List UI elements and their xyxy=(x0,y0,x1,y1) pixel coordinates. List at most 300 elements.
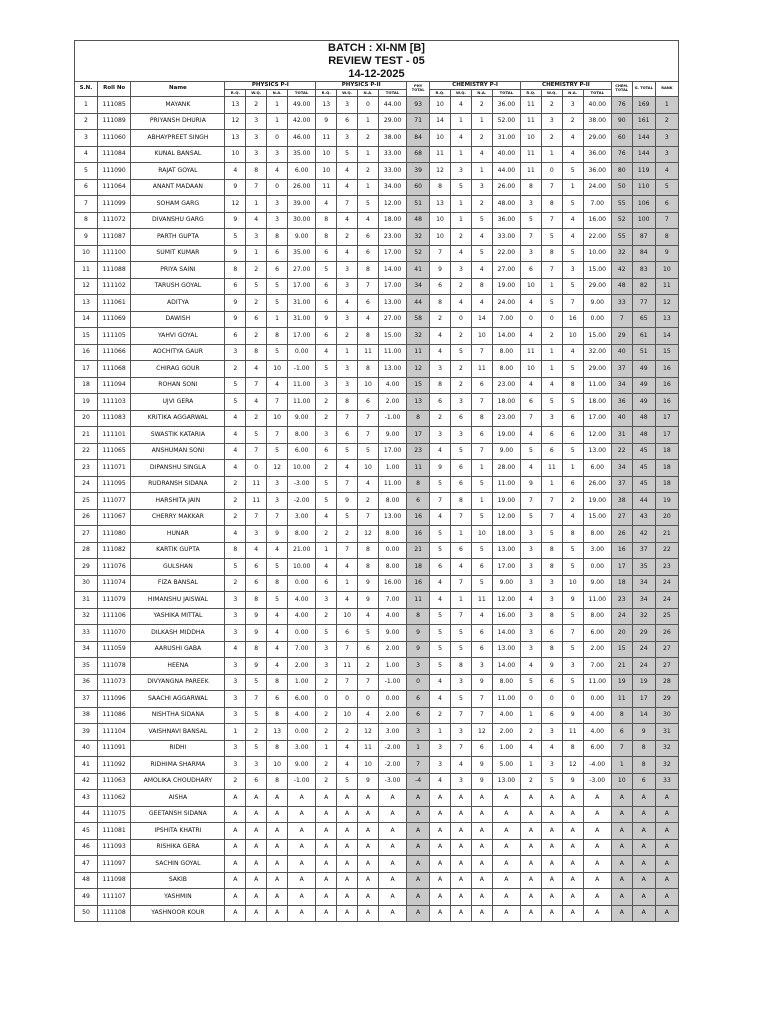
grand-total-cell: 84 xyxy=(632,245,655,262)
table-row xyxy=(75,163,679,180)
name-cell: GULSHAN xyxy=(131,559,225,576)
roll-cell: 111091 xyxy=(97,740,130,757)
table-cell: 0.00 xyxy=(288,724,316,741)
serial-cell: 26 xyxy=(75,509,98,526)
table-cell: 19.00 xyxy=(492,278,520,295)
table-cell: 0.00 xyxy=(583,311,611,328)
table-cell: 7.00 xyxy=(583,658,611,675)
table-cell: 33.00 xyxy=(492,229,520,246)
table-cell: 3 xyxy=(316,641,337,658)
roll-cell: 111081 xyxy=(97,823,130,840)
table-cell: 6.00 xyxy=(288,443,316,460)
table-cell: 4 xyxy=(520,328,541,345)
table-cell: 2 xyxy=(316,410,337,427)
grand-total-cell: 48 xyxy=(632,427,655,444)
table-cell: A xyxy=(541,856,562,873)
table-cell: 2 xyxy=(225,361,246,378)
table-cell: A xyxy=(583,872,611,889)
table-cell: 5 xyxy=(267,443,288,460)
table-cell: 29.00 xyxy=(583,130,611,147)
table-cell: 6 xyxy=(471,559,492,576)
table-cell: A xyxy=(451,839,472,856)
table-cell: A xyxy=(358,872,379,889)
table-cell: 3 xyxy=(520,196,541,213)
rank-cell: 28 xyxy=(655,674,678,691)
table-cell: 2 xyxy=(225,509,246,526)
table-cell: 1 xyxy=(562,460,583,477)
table-cell: 27.00 xyxy=(288,262,316,279)
table-cell: 4 xyxy=(337,163,358,180)
table-cell: 7 xyxy=(562,625,583,642)
chem-total-cell: 10 xyxy=(611,773,632,790)
table-cell: 7 xyxy=(541,509,562,526)
chem-total-cell: 23 xyxy=(611,592,632,609)
chem-total-cell: 55 xyxy=(611,229,632,246)
table-cell: 9.00 xyxy=(492,575,520,592)
table-cell: 7 xyxy=(430,245,451,262)
result-table xyxy=(74,40,679,922)
table-cell: 11.00 xyxy=(288,377,316,394)
name-cell: SWASTIK KATARIA xyxy=(131,427,225,444)
table-cell: 12 xyxy=(471,724,492,741)
table-cell: 5 xyxy=(520,674,541,691)
table-cell: 4 xyxy=(358,608,379,625)
table-cell: 6 xyxy=(358,394,379,411)
table-cell: 10 xyxy=(267,757,288,774)
grand-total-cell: 77 xyxy=(632,295,655,312)
table-cell: 38.00 xyxy=(378,130,406,147)
table-cell: 6.00 xyxy=(583,460,611,477)
roll-cell: 111088 xyxy=(97,262,130,279)
chem-total-cell: A xyxy=(611,872,632,889)
table-cell: 9 xyxy=(225,179,246,196)
roll-cell: 111086 xyxy=(97,707,130,724)
chem-total-cell: 26 xyxy=(611,526,632,543)
table-cell: 35.00 xyxy=(288,245,316,262)
table-cell: 6 xyxy=(451,476,472,493)
table-cell: A xyxy=(267,823,288,840)
table-cell: 5 xyxy=(316,476,337,493)
table-cell: 40.00 xyxy=(492,146,520,163)
table-cell: 4 xyxy=(562,212,583,229)
table-row xyxy=(75,790,679,807)
table-cell: 4 xyxy=(562,509,583,526)
table-cell: 4 xyxy=(451,245,472,262)
chem-total-cell: 6 xyxy=(611,724,632,741)
table-cell: 0 xyxy=(520,691,541,708)
table-cell: 4 xyxy=(358,707,379,724)
roll-cell: 111083 xyxy=(97,410,130,427)
name-cell: YASHNOOR KOUR xyxy=(131,905,225,922)
table-cell: 10 xyxy=(316,163,337,180)
table-cell: 3 xyxy=(246,229,267,246)
table-cell: A xyxy=(562,856,583,873)
grand-total-cell: 29 xyxy=(632,625,655,642)
table-row xyxy=(75,113,679,130)
serial-cell: 12 xyxy=(75,278,98,295)
name-cell: CHERRY MAKKAR xyxy=(131,509,225,526)
table-cell: 5 xyxy=(541,773,562,790)
grand-total-cell: 19 xyxy=(632,674,655,691)
table-cell: 9 xyxy=(246,625,267,642)
table-cell: 5 xyxy=(451,691,472,708)
serial-cell: 50 xyxy=(75,905,98,922)
table-cell: 2 xyxy=(316,773,337,790)
table-cell: 2 xyxy=(246,410,267,427)
rank-cell: 15 xyxy=(655,344,678,361)
grand-total-cell: 44 xyxy=(632,493,655,510)
table-cell: 6 xyxy=(246,311,267,328)
table-cell: 23.00 xyxy=(492,410,520,427)
table-cell: 11 xyxy=(430,146,451,163)
table-cell: 4 xyxy=(246,212,267,229)
table-cell: 5 xyxy=(471,509,492,526)
table-cell: 3 xyxy=(337,377,358,394)
name-cell: RAJAT GOYAL xyxy=(131,163,225,180)
serial-cell: 29 xyxy=(75,559,98,576)
table-cell: 6.00 xyxy=(288,163,316,180)
table-cell: 8 xyxy=(562,740,583,757)
chem-total-cell: 60 xyxy=(611,130,632,147)
roll-cell: 111076 xyxy=(97,559,130,576)
col-roll-no: Roll No xyxy=(97,82,130,97)
table-cell: 6 xyxy=(316,245,337,262)
table-cell: 4.00 xyxy=(378,608,406,625)
rank-cell: 2 xyxy=(655,113,678,130)
rank-cell: 18 xyxy=(655,443,678,460)
table-cell: A xyxy=(246,905,267,922)
table-cell: A xyxy=(430,790,451,807)
table-cell: A xyxy=(430,839,451,856)
table-cell: 6 xyxy=(316,443,337,460)
table-cell: 1 xyxy=(267,97,288,114)
table-cell: 3 xyxy=(316,427,337,444)
chem-total-cell: 19 xyxy=(611,674,632,691)
table-row xyxy=(75,427,679,444)
serial-cell: 38 xyxy=(75,707,98,724)
table-cell: 3 xyxy=(246,130,267,147)
grand-total-cell: 48 xyxy=(632,410,655,427)
table-cell: 4 xyxy=(337,212,358,229)
table-cell: 6 xyxy=(316,328,337,345)
table-row xyxy=(75,806,679,823)
table-cell: 5 xyxy=(430,658,451,675)
roll-cell: 111098 xyxy=(97,872,130,889)
table-cell: 8 xyxy=(471,410,492,427)
grand-total-cell: 51 xyxy=(632,344,655,361)
table-row xyxy=(75,658,679,675)
serial-cell: 39 xyxy=(75,724,98,741)
table-cell: 4 xyxy=(451,757,472,774)
table-cell: 2.00 xyxy=(583,641,611,658)
table-cell: 8 xyxy=(430,179,451,196)
table-cell: 5 xyxy=(316,493,337,510)
table-cell: 9.00 xyxy=(288,757,316,774)
table-cell: 4 xyxy=(337,740,358,757)
table-cell: 52.00 xyxy=(492,113,520,130)
name-cell: SAACHI AGGARWAL xyxy=(131,691,225,708)
table-cell: 5 xyxy=(430,641,451,658)
batch-title: BATCH : XI-NM [B] xyxy=(328,41,425,54)
name-cell: DILKASH MIDDHA xyxy=(131,625,225,642)
table-cell: 4.00 xyxy=(288,592,316,609)
table-cell: 5 xyxy=(541,526,562,543)
table-cell: 9 xyxy=(358,575,379,592)
table-cell: 2 xyxy=(451,377,472,394)
table-cell: 12 xyxy=(358,724,379,741)
table-cell: 10 xyxy=(337,707,358,724)
table-row xyxy=(75,592,679,609)
grand-total-cell: A xyxy=(632,856,655,873)
table-cell: 30.00 xyxy=(288,212,316,229)
name-cell: ANANT MADAAN xyxy=(131,179,225,196)
table-cell: 5 xyxy=(520,212,541,229)
table-cell: 15.00 xyxy=(583,262,611,279)
table-cell: 8 xyxy=(358,328,379,345)
table-cell: 13.00 xyxy=(378,509,406,526)
roll-cell: 111068 xyxy=(97,361,130,378)
table-cell: 1 xyxy=(358,179,379,196)
phy-total-cell: 11 xyxy=(407,460,430,477)
rank-cell: 27 xyxy=(655,641,678,658)
table-cell: A xyxy=(562,872,583,889)
table-cell: 13.00 xyxy=(378,361,406,378)
table-cell: 10 xyxy=(430,97,451,114)
table-cell: 6 xyxy=(541,674,562,691)
table-cell: A xyxy=(430,889,451,906)
table-cell: 1 xyxy=(225,724,246,741)
phy-total-cell: 52 xyxy=(407,245,430,262)
table-cell: 6 xyxy=(246,575,267,592)
table-cell: 1.00 xyxy=(492,740,520,757)
table-cell: A xyxy=(288,872,316,889)
roll-cell: 111107 xyxy=(97,889,130,906)
rank-cell: 30 xyxy=(655,707,678,724)
table-cell: 7.00 xyxy=(288,641,316,658)
phy-total-cell: 3 xyxy=(407,658,430,675)
table-cell: 8 xyxy=(541,196,562,213)
table-row xyxy=(75,443,679,460)
serial-cell: 19 xyxy=(75,394,98,411)
table-cell: 3 xyxy=(225,658,246,675)
chem-total-cell: 90 xyxy=(611,113,632,130)
table-cell: 2 xyxy=(246,262,267,279)
sub-wq: W.Q. xyxy=(541,90,562,97)
name-cell: DIVYANGNA PAREEK xyxy=(131,674,225,691)
table-cell: 38.00 xyxy=(583,113,611,130)
table-cell: 7.00 xyxy=(492,311,520,328)
table-cell: 11 xyxy=(541,460,562,477)
table-cell: 2 xyxy=(471,130,492,147)
rank-cell: 9 xyxy=(655,245,678,262)
table-cell: 24.00 xyxy=(583,179,611,196)
table-cell: 8 xyxy=(225,262,246,279)
table-cell: 1 xyxy=(451,212,472,229)
rank-cell: 14 xyxy=(655,328,678,345)
table-cell: 7 xyxy=(562,295,583,312)
table-cell: -3.00 xyxy=(288,476,316,493)
chem-total-cell: A xyxy=(611,856,632,873)
table-cell: 6.00 xyxy=(583,625,611,642)
grand-total-cell: 6 xyxy=(632,773,655,790)
chem-total-cell: 18 xyxy=(611,575,632,592)
table-cell: 5 xyxy=(451,179,472,196)
table-cell: 1 xyxy=(541,361,562,378)
serial-cell: 17 xyxy=(75,361,98,378)
table-cell: 8.00 xyxy=(378,526,406,543)
table-cell: 3 xyxy=(225,592,246,609)
test-title: REVIEW TEST - 05 xyxy=(328,54,425,67)
table-cell: 3 xyxy=(225,740,246,757)
table-cell: 2 xyxy=(316,757,337,774)
table-row xyxy=(75,509,679,526)
table-cell: 5 xyxy=(430,526,451,543)
table-cell: 7 xyxy=(471,394,492,411)
table-cell: -1.00 xyxy=(378,674,406,691)
table-cell: 5 xyxy=(562,394,583,411)
table-cell: 9 xyxy=(430,262,451,279)
name-cell: PRIYANSH DHURIA xyxy=(131,113,225,130)
table-cell: 5 xyxy=(451,344,472,361)
phy-total-cell: 34 xyxy=(407,278,430,295)
table-cell: 10 xyxy=(337,608,358,625)
table-cell: 5 xyxy=(430,476,451,493)
name-cell: RISHIKA GERA xyxy=(131,839,225,856)
table-cell: 3 xyxy=(562,97,583,114)
table-row xyxy=(75,278,679,295)
table-cell: A xyxy=(358,856,379,873)
rank-cell: 5 xyxy=(655,179,678,196)
table-cell: A xyxy=(246,823,267,840)
table-cell: A xyxy=(337,856,358,873)
table-cell: 11 xyxy=(316,179,337,196)
chem-total-cell: 76 xyxy=(611,97,632,114)
sub-na: N.A. xyxy=(358,90,379,97)
table-cell: 7 xyxy=(267,509,288,526)
table-cell: 2 xyxy=(316,724,337,741)
chem-total-cell: 32 xyxy=(611,245,632,262)
table-cell: 27.00 xyxy=(492,262,520,279)
table-cell: 5 xyxy=(267,592,288,609)
table-cell: A xyxy=(378,806,406,823)
table-cell: 39.00 xyxy=(288,196,316,213)
table-cell: 1 xyxy=(246,245,267,262)
serial-cell: 21 xyxy=(75,427,98,444)
roll-cell: 111093 xyxy=(97,839,130,856)
sheet-title-block xyxy=(75,41,679,82)
grand-total-cell: 17 xyxy=(632,691,655,708)
grand-total-cell: 8 xyxy=(632,757,655,774)
table-cell: 15.00 xyxy=(378,328,406,345)
table-cell: 29.00 xyxy=(583,361,611,378)
table-cell: 3 xyxy=(337,311,358,328)
table-row xyxy=(75,691,679,708)
col-phy-total: PHY TOTAL xyxy=(407,82,430,97)
table-cell: A xyxy=(225,905,246,922)
col-sn: S.N. xyxy=(75,82,98,97)
roll-cell: 111059 xyxy=(97,641,130,658)
table-cell: 26.00 xyxy=(288,179,316,196)
table-cell: 9 xyxy=(337,493,358,510)
table-cell: 4 xyxy=(471,229,492,246)
table-cell: 3 xyxy=(316,592,337,609)
test-date: 14-12-2025 xyxy=(348,67,405,80)
col-chemistry-p2: CHEMISTRY P-II xyxy=(520,82,611,90)
name-cell: PRIYA SAINI xyxy=(131,262,225,279)
name-cell: PARTH GUPTA xyxy=(131,229,225,246)
table-cell: A xyxy=(267,806,288,823)
table-cell: 7 xyxy=(267,394,288,411)
chem-total-cell: 37 xyxy=(611,361,632,378)
table-cell: 3 xyxy=(246,146,267,163)
table-cell: A xyxy=(337,790,358,807)
grand-total-cell: 106 xyxy=(632,196,655,213)
table-cell: 3.00 xyxy=(583,542,611,559)
table-cell: 7 xyxy=(520,410,541,427)
table-cell: 1 xyxy=(520,757,541,774)
table-cell: A xyxy=(430,806,451,823)
table-cell: 8 xyxy=(541,245,562,262)
serial-cell: 36 xyxy=(75,674,98,691)
table-cell: 3 xyxy=(267,476,288,493)
table-cell: 3 xyxy=(246,757,267,774)
table-cell: 4 xyxy=(225,410,246,427)
chem-total-cell: 37 xyxy=(611,476,632,493)
table-cell: 3 xyxy=(337,278,358,295)
table-cell: 2.00 xyxy=(378,394,406,411)
table-cell: 2 xyxy=(316,674,337,691)
table-cell: 4 xyxy=(520,295,541,312)
table-cell: 4 xyxy=(562,146,583,163)
table-cell: 22.00 xyxy=(492,245,520,262)
table-cell: 5 xyxy=(246,707,267,724)
table-cell: 10 xyxy=(316,146,337,163)
table-cell: 13.00 xyxy=(583,443,611,460)
table-cell: 3 xyxy=(246,113,267,130)
roll-cell: 111099 xyxy=(97,196,130,213)
table-cell: 5 xyxy=(316,361,337,378)
phy-total-cell: 68 xyxy=(407,146,430,163)
table-cell: 33.00 xyxy=(378,163,406,180)
table-cell: 8 xyxy=(246,641,267,658)
table-cell: 7 xyxy=(337,476,358,493)
table-cell: 4 xyxy=(430,575,451,592)
chem-total-cell: 31 xyxy=(611,427,632,444)
name-cell: HEENA xyxy=(131,658,225,675)
table-cell: A xyxy=(288,823,316,840)
table-cell: A xyxy=(378,823,406,840)
phy-total-cell: 8 xyxy=(407,476,430,493)
table-cell: 4 xyxy=(471,295,492,312)
sub-rq: R.Q. xyxy=(430,90,451,97)
table-cell: 5 xyxy=(316,625,337,642)
table-cell: 3 xyxy=(267,493,288,510)
table-cell: 7 xyxy=(337,674,358,691)
grand-total-cell: 61 xyxy=(632,328,655,345)
roll-cell: 111087 xyxy=(97,229,130,246)
table-cell: 3 xyxy=(430,740,451,757)
rank-cell: 20 xyxy=(655,509,678,526)
grand-total-cell: 144 xyxy=(632,146,655,163)
table-cell: A xyxy=(451,856,472,873)
rank-cell: 4 xyxy=(655,163,678,180)
table-cell: A xyxy=(288,905,316,922)
table-row xyxy=(75,262,679,279)
table-cell: 5 xyxy=(358,625,379,642)
table-cell: 1 xyxy=(541,344,562,361)
table-cell: 6 xyxy=(562,427,583,444)
table-cell: 5 xyxy=(246,674,267,691)
